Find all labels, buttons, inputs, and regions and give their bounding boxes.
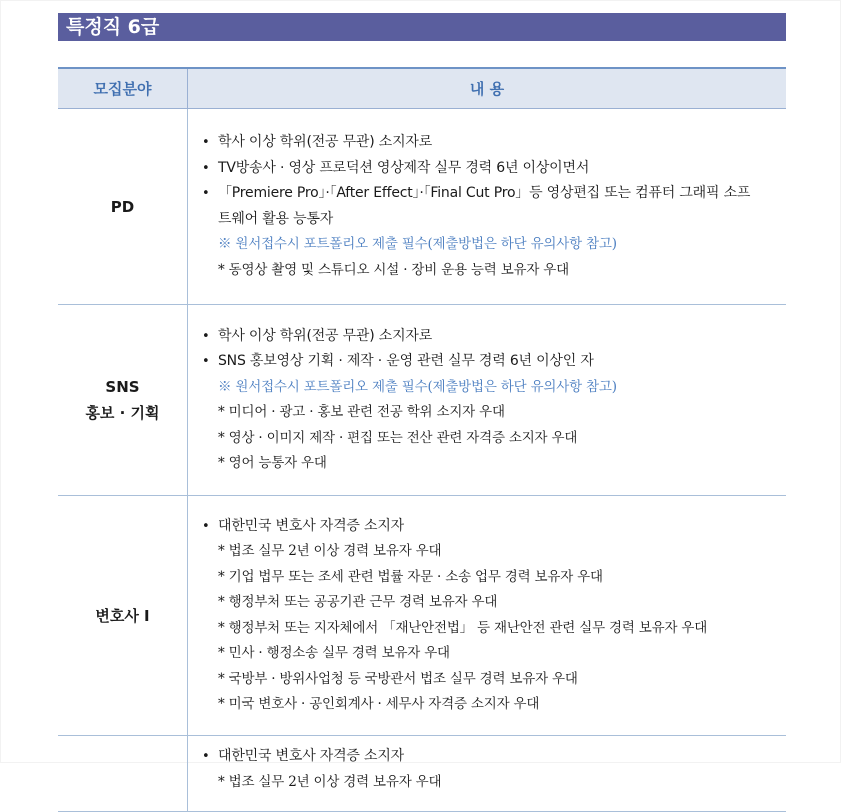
recruitment-table [58,67,786,812]
field-name-line: 홍보 · 기획 [85,404,160,422]
content-cell [188,496,787,736]
table-row-lawyer-1 [58,496,786,736]
table-header-row [58,68,786,109]
requirement-item: • 대한민국 변호사 자격증 소지자 [200,744,786,770]
field-name-line: SNS [105,378,140,396]
requirement-item: • TV방송사 · 영상 프로덕션 영상제작 실무 경력 6년 이상이면서 [200,156,786,182]
requirement-item: • 학사 이상 학위(전공 무관) 소지자로 [200,130,786,156]
content-cell [188,305,787,496]
requirement-item-continued: 트웨어 활용 능통자 [218,210,334,227]
requirement-item: • 「Premiere Pro」·「After Effect」·「Final Cut Pro」등 영상편집 또는 컴퓨터 그래픽 소프 [200,181,786,207]
preference-item: * 영어 능통자 우대 [218,455,327,471]
preference-item: * 미국 변호사 · 공인회계사 · 세무사 자격증 소지자 우대 [218,696,540,712]
preference-item: * 법조 실무 2년 이상 경력 보유자 우대 [218,773,442,790]
preference-item: * 민사 · 행정소송 실무 경력 보유자 우대 [218,645,450,661]
preference-item: * 법조 실무 2년 이상 경력 보유자 우대 [218,543,442,559]
section-title: 특정직 6급 [58,13,786,41]
requirement-item: • SNS 홍보영상 기획 · 제작 · 운영 관련 실무 경력 6년 이상인 자 [200,349,786,375]
field-cell [58,496,188,736]
field-name: PD [110,197,135,216]
preference-item: * 행정부처 또는 지자체에서 「재난안전법」 등 재난안전 관련 실무 경력 보유자 우대 [218,619,708,636]
header-content: 내 용 [188,68,787,109]
table-row-sns [58,305,786,496]
field-name: 변호사 Ⅰ [95,606,150,625]
preference-item: * 기업 법무 또는 조세 관련 법률 자문 · 소송 업무 경력 보유자 우대 [218,568,603,585]
content-cell [188,736,787,812]
table-row-partial [58,736,786,812]
header-field: 모집분야 [58,68,188,109]
content-cell [188,109,787,305]
preference-item: * 영상 · 이미지 제작 · 편집 또는 전산 관련 자격증 소지자 우대 [218,429,578,446]
preference-item: * 국방부 · 방위사업청 등 국방관서 법조 실무 경력 보유자 우대 [218,670,578,687]
table-row-pd [58,109,786,305]
portfolio-note: ※ 원서접수시 포트폴리오 제출 필수(제출방법은 하단 유의사항 참고) [218,378,617,395]
requirement-item: • 대한민국 변호사 자격증 소지자 [200,514,786,540]
preference-item: * 행정부처 또는 공공기관 근무 경력 보유자 우대 [218,594,498,610]
field-cell [58,305,188,496]
preference-item: * 동영상 촬영 및 스튜디오 시설 · 장비 운용 능력 보유자 우대 [218,261,569,278]
field-cell [58,109,188,305]
requirement-item: • 학사 이상 학위(전공 무관) 소지자로 [200,324,786,350]
portfolio-note: ※ 원서접수시 포트폴리오 제출 필수(제출방법은 하단 유의사항 참고) [218,236,617,252]
preference-item: * 미디어 · 광고 · 홍보 관련 전공 학위 소지자 우대 [218,404,505,420]
field-cell [58,736,188,812]
